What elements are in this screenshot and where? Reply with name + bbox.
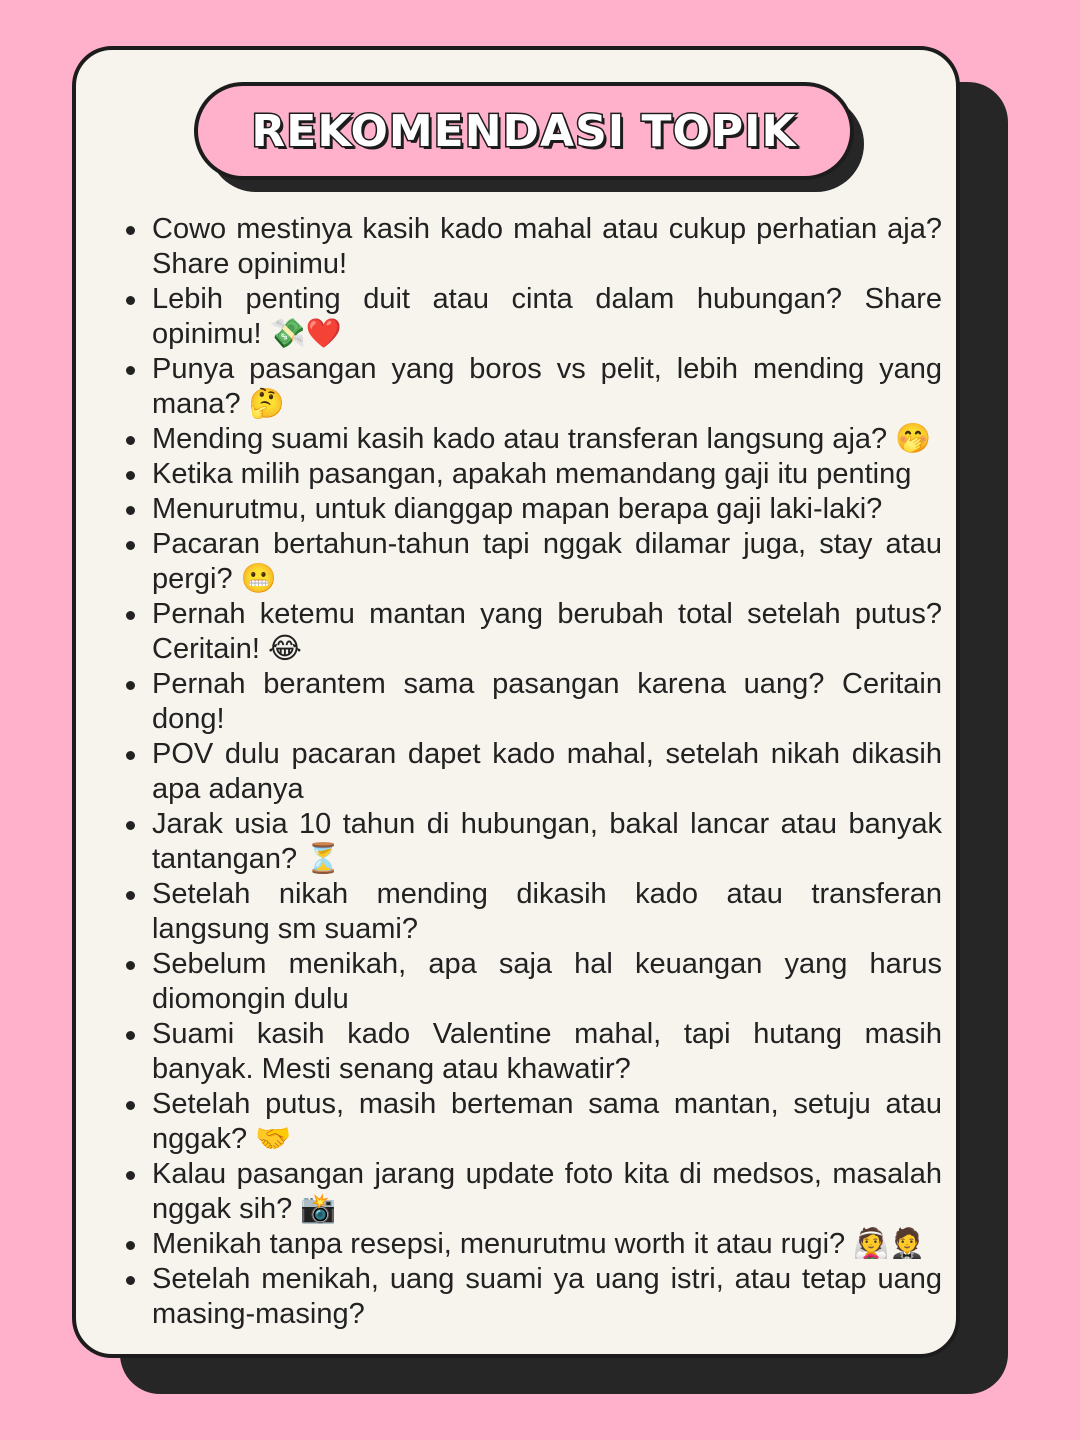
list-item: Setelah nikah mending dikasih kado atau transferan langsung sm suami?	[152, 878, 942, 945]
list-item: Setelah putus, masih berteman sama mantan, setuju atau nggak? 🤝	[152, 1088, 942, 1155]
list-item: Mending suami kasih kado atau transferan langsung aja? 🤭	[152, 422, 942, 457]
topic-list	[152, 212, 942, 1332]
list-item: Punya pasangan yang boros vs pelit, lebih mending yang mana? 🤔	[152, 353, 942, 420]
list-item: Lebih penting duit atau cinta dalam hubungan? Share opinimu! 💸❤️	[152, 283, 942, 350]
list-item: Sebelum menikah, apa saja hal keuangan yang harus diomongin dulu	[152, 948, 942, 1015]
list-item: Pernah berantem sama pasangan karena uang? Ceritain dong!	[152, 668, 942, 735]
list-item: POV dulu pacaran dapet kado mahal, setelah nikah dikasih apa adanya	[152, 738, 942, 805]
list-item: Setelah menikah, uang suami ya uang istri, atau tetap uang masing-masing?	[152, 1263, 942, 1330]
list-item: Ketika milih pasangan, apakah memandang gaji itu penting	[152, 457, 942, 492]
page-title: REKOMENDASI TOPIK	[251, 105, 797, 157]
list-item: Cowo mestinya kasih kado mahal atau cukup perhatian aja? Share opinimu!	[152, 213, 942, 280]
list-item: Pernah ketemu mantan yang berubah total setelah putus? Ceritain! 😂	[152, 598, 942, 665]
list-item: Suami kasih kado Valentine mahal, tapi hutang masih banyak. Mesti senang atau khawatir?	[152, 1018, 942, 1085]
list-item: Pacaran bertahun-tahun tapi nggak dilamar juga, stay atau pergi? 😬	[152, 528, 942, 595]
list-item: Jarak usia 10 tahun di hubungan, bakal lancar atau banyak tantangan? ⏳	[152, 808, 942, 875]
title-banner	[194, 82, 854, 180]
list-item: Menurutmu, untuk dianggap mapan berapa gaji laki-laki?	[152, 492, 942, 527]
list-item: Kalau pasangan jarang update foto kita di medsos, masalah nggak sih? 📸	[152, 1158, 942, 1225]
list-item: Menikah tanpa resepsi, menurutmu worth it atau rugi? 👰🤵	[152, 1227, 942, 1262]
